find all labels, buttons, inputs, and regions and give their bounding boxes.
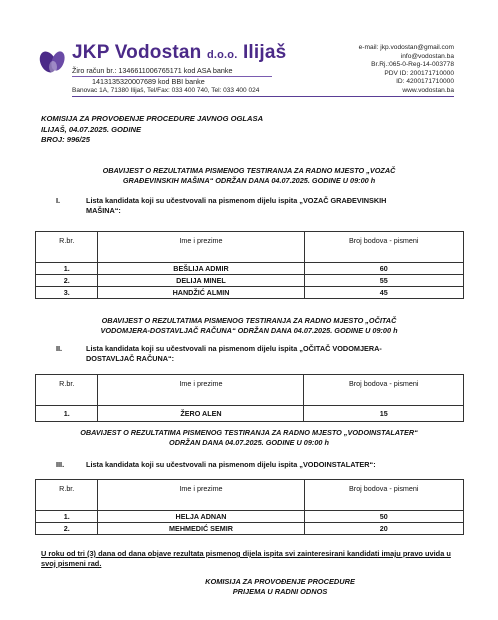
cell-rbr: 2. [36, 523, 98, 535]
bank-line-2: 1413135320007689 kod BBI banke [92, 77, 205, 86]
company-name-main: JKP Vodostan [72, 42, 202, 63]
inspection-rights-note: U roku od tri (3) dana od dana objave rezultata pismenog dijela ispita svi zainteresirani kandidati imaju pravo uvida u svoj pismeni rad. [41, 549, 451, 568]
section-3-notice [60, 428, 438, 448]
table-row [36, 406, 464, 422]
section-2-notice-line-2: VODOMJERA-DOSTAVLJAČ RAČUNA“ ODRŽAN DANA 04.07.2025. GODINE U 09:00 h [100, 326, 398, 335]
contact-registration: Br.Rj.:065-0-Reg-14-003778 [371, 61, 454, 69]
section-1-number: I. [56, 196, 61, 205]
section-2-number: II. [56, 344, 63, 353]
signature-line-2: PRIJEMA U RADNI ODNOS [232, 587, 328, 596]
section-2-notice [60, 316, 438, 336]
section-1-notice-line-1: OBAVIJEST O REZULTATIMA PISMENOG TESTIRANJA ZA RADNO MJESTO „VOZAČ [102, 166, 396, 175]
cell-points: 50 [304, 511, 463, 523]
section-3-list-heading [56, 460, 458, 472]
cell-points: 15 [304, 406, 464, 422]
table-row [36, 511, 464, 523]
contact-email-info: info@vodostan.ba [400, 52, 454, 60]
cell-name: DELIJA MINEL [98, 275, 304, 287]
section-2-list-heading [56, 344, 458, 366]
column-header-points: Broj bodova - pismeni [304, 375, 464, 406]
cell-rbr: 1. [36, 406, 98, 422]
section-3-notice-line-1: OBAVIJEST O REZULTATIMA PISMENOG TESTIRANJA ZA RADNO MJESTO „VODOINSTALATER“ [80, 428, 418, 437]
cell-name: ŽERO ALEN [98, 406, 304, 422]
table-row [36, 275, 464, 287]
cell-name: HELJA ADNAN [98, 511, 304, 523]
section-3-results-table [35, 479, 464, 535]
cell-name: BEŠLIJA ADMIR [98, 263, 304, 275]
section-1-list-text [86, 196, 458, 216]
section-1-list-line-2: MAŠINA“: [86, 206, 121, 215]
column-header-points: Broj bodova - pismeni [304, 232, 464, 263]
cell-rbr: 3. [36, 287, 98, 299]
section-2-list-text [86, 344, 458, 364]
bank-accounts [72, 66, 233, 75]
signature-block [160, 577, 400, 597]
company-address: Banovac 1A, 71380 Ilijaš, Tel/Fax: 033 400 740, Tel: 033 400 024 [72, 87, 260, 94]
signature-line-1: KOMISIJA ZA PROVOĐENJE PROCEDURE [205, 577, 355, 586]
address-divider [72, 96, 454, 97]
commission-block [41, 114, 263, 146]
section-3-list-text [86, 460, 458, 470]
section-1-notice-line-2: GRAĐEVINSKIH MAŠINA“ ODRŽAN DANA 04.07.2025. GODINE U 09:00 h [122, 176, 376, 185]
section-1-list-heading [56, 196, 458, 218]
company-name [72, 42, 286, 64]
cell-name: HANDŽIĆ ALMIN [98, 287, 304, 299]
contact-vat-id: PDV ID: 200171710000 [384, 69, 454, 77]
cell-rbr: 1. [36, 511, 98, 523]
cell-points: 55 [304, 275, 464, 287]
column-header-name: Ime i prezime [98, 232, 304, 263]
cell-name: MEHMEDIĆ SEMIR [98, 523, 304, 535]
column-header-name: Ime i prezime [98, 375, 304, 406]
cell-points: 60 [304, 263, 464, 275]
section-3-notice-line-2: ODRŽAN DANA 04.07.2025. GODINE U 09:00 h [169, 438, 329, 447]
bank-accounts-2 [92, 77, 205, 86]
table-row [36, 287, 464, 299]
bank-line-1: Žiro račun br.: 1346611006765171 kod ASA banke [72, 66, 233, 75]
table-header-row [36, 375, 464, 406]
section-2-results-table [35, 374, 464, 422]
contact-block [359, 44, 454, 96]
section-3-list-line-1: Lista kandidata koji su učestvovali na pismenom dijelu ispita „VODOINSTALATER“: [86, 460, 376, 469]
commission-title: KOMISIJA ZA PROVOĐENJE PROCEDURE JAVNOG OGLASA [41, 114, 264, 123]
section-2-notice-line-1: OBAVIJEST O REZULTATIMA PISMENOG TESTIRANJA ZA RADNO MJESTO „OČITAČ [101, 316, 397, 325]
column-header-name: Ime i prezime [98, 480, 304, 511]
column-header-rbr: R.br. [36, 375, 98, 406]
contact-website: www.vodostan.ba [402, 86, 454, 94]
column-header-rbr: R.br. [36, 232, 98, 263]
section-1-notice [60, 166, 438, 186]
section-1-list-line-1: Lista kandidata koji su učestvovali na pismenom dijelu ispita „VOZAČ GRAĐEVINSKIH [86, 196, 387, 205]
contact-id: ID: 4200171710000 [396, 78, 454, 86]
section-2-list-line-2: DOSTAVLJAČ RAČUNA“: [86, 354, 175, 363]
table-row [36, 263, 464, 275]
section-1-results-table [35, 231, 464, 299]
section-3-number: III. [56, 460, 65, 469]
table-header-row [36, 480, 464, 511]
table-row [36, 523, 464, 535]
column-header-rbr: R.br. [36, 480, 98, 511]
commission-number: BROJ: 996/25 [41, 135, 90, 144]
commission-date: ILIJAŠ, 04.07.2025. GODINE [41, 124, 142, 134]
column-header-points: Broj bodova - pismeni [304, 480, 463, 511]
section-2-list-line-1: Lista kandidata koji su učestvovali na pismenom dijelu ispita „OČITAČ VODOMJERA- [86, 344, 382, 353]
cell-points: 20 [304, 523, 463, 535]
cell-points: 45 [304, 287, 464, 299]
company-suffix: d.o.o. [206, 49, 238, 61]
cell-rbr: 1. [36, 263, 98, 275]
contact-email: e-mail: jkp.vodostan@gmail.com [358, 44, 454, 51]
company-logo-icon [38, 45, 68, 75]
company-city: Ilijaš [242, 42, 287, 63]
table-header-row [36, 232, 464, 263]
cell-rbr: 2. [36, 275, 98, 287]
